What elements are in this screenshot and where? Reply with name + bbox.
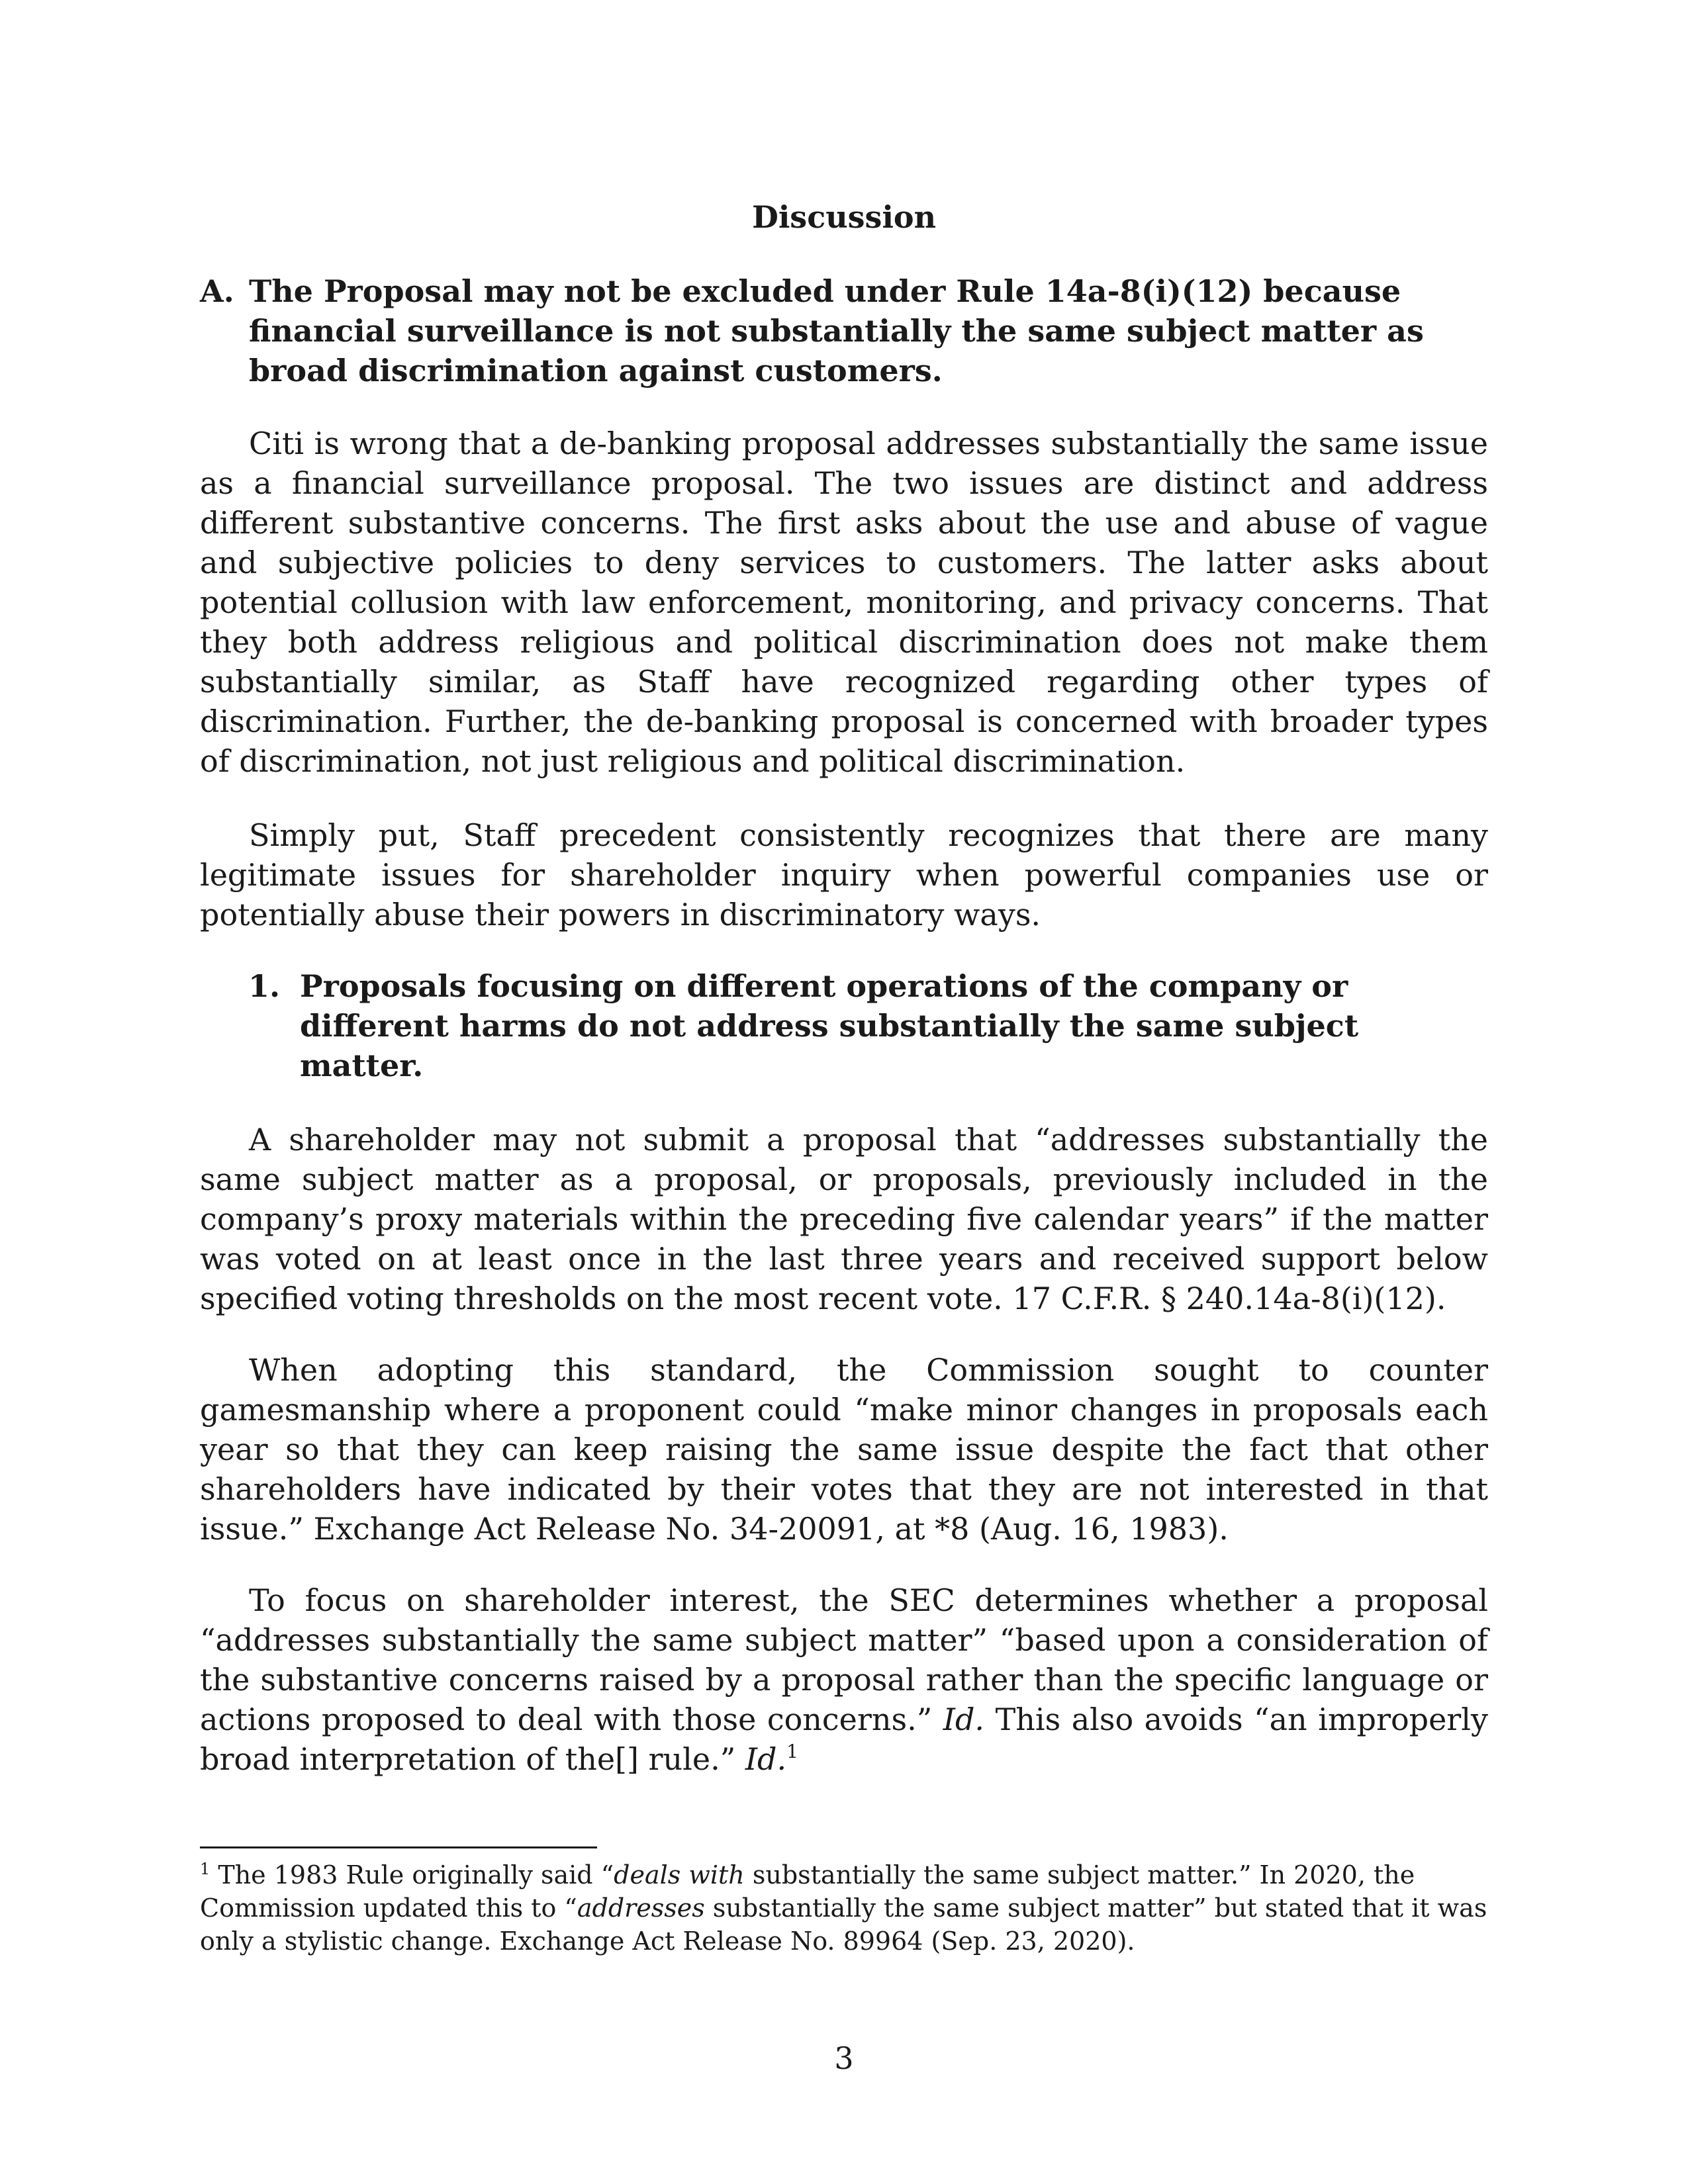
paragraph-5-id-1: Id. [943, 1702, 985, 1737]
paragraph-5-text-2: This also avoids “an improperly broad interpretation of the[] rule.” [200, 1702, 1488, 1777]
footnote-text-1: The 1983 Rule originally said “ [210, 1860, 614, 1889]
footnote-divider [200, 1846, 597, 1848]
paragraph-1: Citi is wrong that a de-banking proposal addresses substantially the same issue as a financial surveillance proposal. The two issues are distinct and address different substantive concerns. The first asks about the use and abuse of vague and subjective policies to deny services to customers. The latter asks about potential collusion with law enforcement, monitoring, and privacy concerns. That they both address religious and political discrimination does not make them substantially similar, as Staff have recognized regarding other types of discrimination. Further, the de-banking proposal is concerned with broader types of discrimination, not just religious and political discrimination. [200, 426, 1488, 779]
paragraph-5-id-2: Id. [745, 1741, 787, 1777]
footnote-italic-2: addresses [577, 1893, 705, 1923]
footnote-italic-1: deals with [614, 1860, 745, 1889]
footnote-1 [200, 1858, 1488, 1958]
paragraph-2: Simply put, Staff precedent consistently recognizes that there are many legitimate issues for shareholder inquiry when powerful companies use or potentially abuse their powers in discriminatory ways. [200, 817, 1488, 933]
section-a-number: A. [200, 273, 234, 309]
footnote-text-3: substantially the same subject matter” but stated that it was only a stylistic change. Exchange Act Release No. 89964 (Sep. 23, 2020). [200, 1893, 1487, 1956]
page-number: 3 [834, 2040, 854, 2076]
section-a-title: The Proposal may not be excluded under Rule 14a-8(i)(12) because financial surveillance is not substantially the same subject matter as broad discrimination against customers. [249, 273, 1424, 388]
footnote-mark: 1 [200, 1860, 211, 1878]
footnote-reference[interactable]: 1 [786, 1741, 798, 1762]
subsection-1-number: 1. [248, 968, 281, 1004]
page-heading: Discussion [751, 199, 937, 235]
paragraph-3: A shareholder may not submit a proposal that “addresses substantially the same subject matter as a proposal, or proposals, previously included in the company’s proxy materials within the preceding five calendar years” if the matter was voted on at least once in the last three years and received support below specified voting thresholds on the most recent vote. 17 C.F.R. § 240.14a-8(i)(12). [200, 1122, 1488, 1316]
subsection-1-title: Proposals focusing on different operations of the company or different harms do not address substantially the same subject matter. [300, 968, 1359, 1083]
paragraph-5-text-1: To focus on shareholder interest, the SEC determines whether a proposal “addresses substantially the same subject matter” “based upon a consideration of the substantive concerns raised by a proposal rather than the specific language or actions proposed to deal with those concerns.” [200, 1582, 1488, 1737]
paragraph-4: When adopting this standard, the Commission sought to counter gamesmanship where a proponent could “make minor changes in proposals each year so that they can keep raising the same issue despite the fact that other shareholders have indicated by their votes that they are not interested in that issue.” Exchange Act Release No. 34-20091, at *8 (Aug. 16, 1983). [200, 1352, 1488, 1547]
footnote-text-2: substantially the same subject matter.” In 2020, the Commission updated this to “ [200, 1860, 1415, 1923]
section-a-heading [200, 271, 1491, 390]
paragraph-5 [200, 1580, 1488, 1779]
subsection-1-heading [248, 966, 1440, 1085]
